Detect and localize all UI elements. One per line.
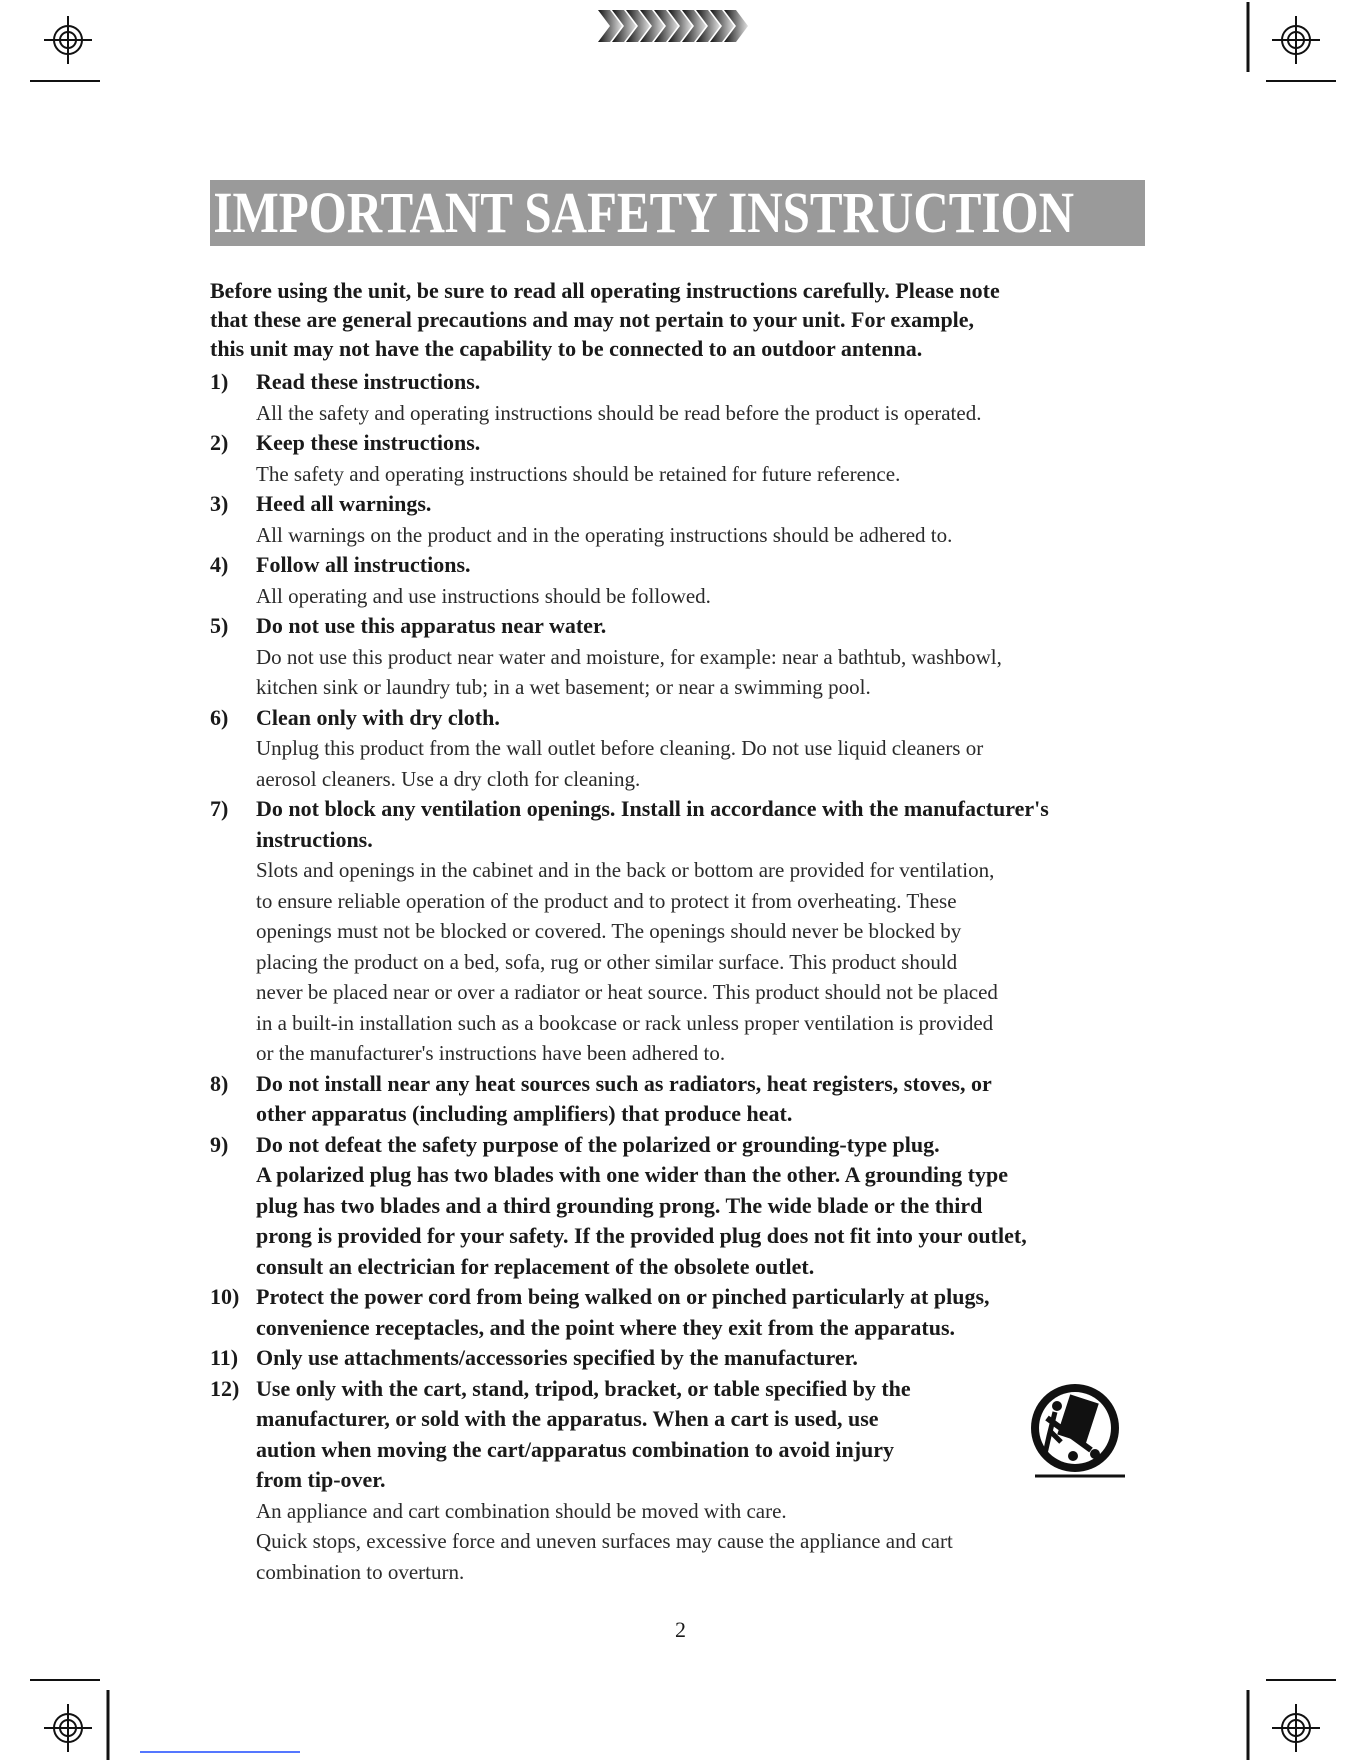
instruction-item (210, 1343, 1180, 1374)
item-heading-line: Do not use this apparatus near water. (256, 613, 607, 638)
item-heading-line: Only use attachments/accessories specified by the manufacturer. (256, 1345, 858, 1370)
item-heading-line: from tip-over. (256, 1467, 386, 1492)
instruction-item (210, 703, 1180, 795)
item-body-line: plug has two blades and a third grounding prong. The wide blade or the third (256, 1192, 983, 1218)
item-number: 3) (210, 491, 229, 516)
item-body (256, 398, 1180, 429)
instruction-item (210, 794, 1180, 1069)
item-body-line: All the safety and operating instructions should be read before the product is operated. (256, 400, 982, 425)
item-heading-line: Heed all warnings. (256, 491, 432, 516)
item-heading-line: other apparatus (including amplifiers) that produce heat. (256, 1101, 793, 1126)
item-body (256, 520, 1180, 551)
item-heading-line: Do not block any ventilation openings. Install in accordance with the manufacturer's (256, 796, 1049, 821)
item-body-line: openings must not be blocked or covered. The openings should never be blocked by (256, 919, 962, 943)
item-body-line: prong is provided for your safety. If the provided plug does not fit into your outlet, (256, 1223, 1027, 1248)
instruction-item (210, 550, 1180, 611)
chevron-banner-icon (598, 8, 758, 44)
item-body-line: All operating and use instructions should be followed. (256, 583, 711, 608)
instruction-item (210, 1130, 1180, 1283)
page-title (210, 180, 1145, 246)
item-body-line: in a built-in installation such as a bookcase or rack unless proper ventilation is provided (256, 1010, 994, 1035)
item-heading (256, 367, 1180, 398)
item-heading (256, 703, 1180, 734)
item-body (256, 581, 1180, 612)
page-title-text: IMPORTANT SAFETY INSTRUCTION (213, 180, 1074, 245)
item-number: 5) (210, 613, 229, 638)
item-heading (256, 1130, 1180, 1161)
item-number: 1) (210, 369, 229, 394)
page-number: 2 (675, 1617, 686, 1642)
item-heading (256, 794, 1180, 855)
item-body (256, 733, 1180, 794)
item-number: 7) (210, 796, 229, 821)
item-body (256, 855, 1180, 1069)
item-body-line: The safety and operating instructions should be retained for future reference. (256, 461, 901, 486)
intro-paragraph (210, 276, 1180, 363)
item-heading-line: Keep these instructions. (256, 430, 481, 455)
cart-tipover-warning-icon (1025, 1380, 1135, 1485)
item-heading-line: Follow all instructions. (256, 552, 471, 577)
item-heading (256, 550, 1180, 581)
item-body-line: kitchen sink or laundry tub; in a wet basement; or near a swimming pool. (256, 675, 871, 699)
instruction-item (210, 428, 1180, 489)
item-heading (256, 1282, 1180, 1343)
item-number: 10) (210, 1284, 240, 1309)
item-body-line: or the manufacturer's instructions have been adhered to. (256, 1041, 726, 1065)
item-heading-line: Clean only with dry cloth. (256, 704, 500, 730)
item-heading (256, 1069, 1180, 1130)
item-heading-line: Do not install near any heat sources such as radiators, heat registers, stoves, or (256, 1070, 992, 1096)
instruction-item (210, 489, 1180, 550)
item-number: 8) (210, 1070, 229, 1096)
instruction-item (210, 1069, 1180, 1130)
item-body-line: Quick stops, excessive force and uneven surfaces may cause the appliance and cart (256, 1529, 953, 1553)
item-body (256, 459, 1180, 490)
item-heading-line: manufacturer, or sold with the apparatus. When a cart is used, use (256, 1406, 879, 1431)
instruction-item (210, 367, 1180, 428)
registration-mark-icon (30, 1670, 120, 1760)
item-body-line: An appliance and cart combination should be moved with care. (256, 1498, 787, 1523)
registration-mark-icon (30, 2, 100, 92)
item-number: 11) (210, 1345, 239, 1370)
item-body-line: to ensure reliable operation of the product and to protect it from overheating. These (256, 888, 957, 913)
footer-rule (140, 1751, 300, 1753)
item-number: 2) (210, 430, 229, 455)
item-number: 9) (210, 1131, 229, 1157)
item-body-line: consult an electrician for replacement of the obsolete outlet. (256, 1253, 815, 1279)
item-heading-line: convenience receptacles, and the point where they exit from the apparatus. (256, 1314, 956, 1340)
item-body-line: Unplug this product from the wall outlet before cleaning. Do not use liquid cleaners or (256, 736, 984, 760)
item-heading (256, 489, 1180, 520)
item-heading (256, 611, 1180, 642)
item-body-line: placing the product on a bed, sofa, rug or other similar surface. This product should (256, 949, 958, 974)
item-body (256, 1160, 1180, 1282)
item-heading-line: instructions. (256, 826, 373, 852)
registration-mark-icon (1246, 2, 1336, 92)
item-heading (256, 428, 1180, 459)
item-heading-line: Read these instructions. (256, 369, 481, 394)
item-heading-line: Use only with the cart, stand, tripod, bracket, or table specified by the (256, 1375, 911, 1401)
intro-line: this unit may not have the capability to be connected to an outdoor antenna. (210, 336, 923, 361)
item-heading-line: aution when moving the cart/apparatus combination to avoid injury (256, 1436, 895, 1462)
item-body-line: A polarized plug has two blades with one wider than the other. A grounding type (256, 1162, 1008, 1187)
item-heading (256, 1343, 1180, 1374)
instruction-item (210, 1282, 1180, 1343)
item-body-line: Slots and openings in the cabinet and in the back or bottom are provided for ventilation, (256, 858, 995, 882)
item-body-line: never be placed near or over a radiator or heat source. This product should not be placed (256, 980, 998, 1004)
item-number: 4) (210, 552, 229, 577)
item-body (256, 1496, 1180, 1588)
registration-mark-icon (1246, 1670, 1336, 1760)
instruction-item (210, 611, 1180, 703)
intro-line: Before using the unit, be sure to read all operating instructions carefully. Please note (210, 278, 1000, 303)
item-body-line: Do not use this product near water and moisture, for example: near a bathtub, washbowl, (256, 644, 1002, 669)
item-heading-line: Do not defeat the safety purpose of the polarized or grounding-type plug. (256, 1131, 940, 1157)
item-body-line: aerosol cleaners. Use a dry cloth for cleaning. (256, 766, 641, 791)
item-number: 12) (210, 1375, 240, 1401)
item-heading-line: Protect the power cord from being walked on or pinched particularly at plugs, (256, 1284, 990, 1309)
item-number: 6) (210, 704, 229, 730)
item-body-line: All warnings on the product and in the operating instructions should be adhered to. (256, 522, 953, 547)
item-body-line: combination to overturn. (256, 1559, 465, 1584)
item-body (256, 642, 1180, 703)
intro-line: that these are general precautions and may not pertain to your unit. For example, (210, 307, 975, 332)
